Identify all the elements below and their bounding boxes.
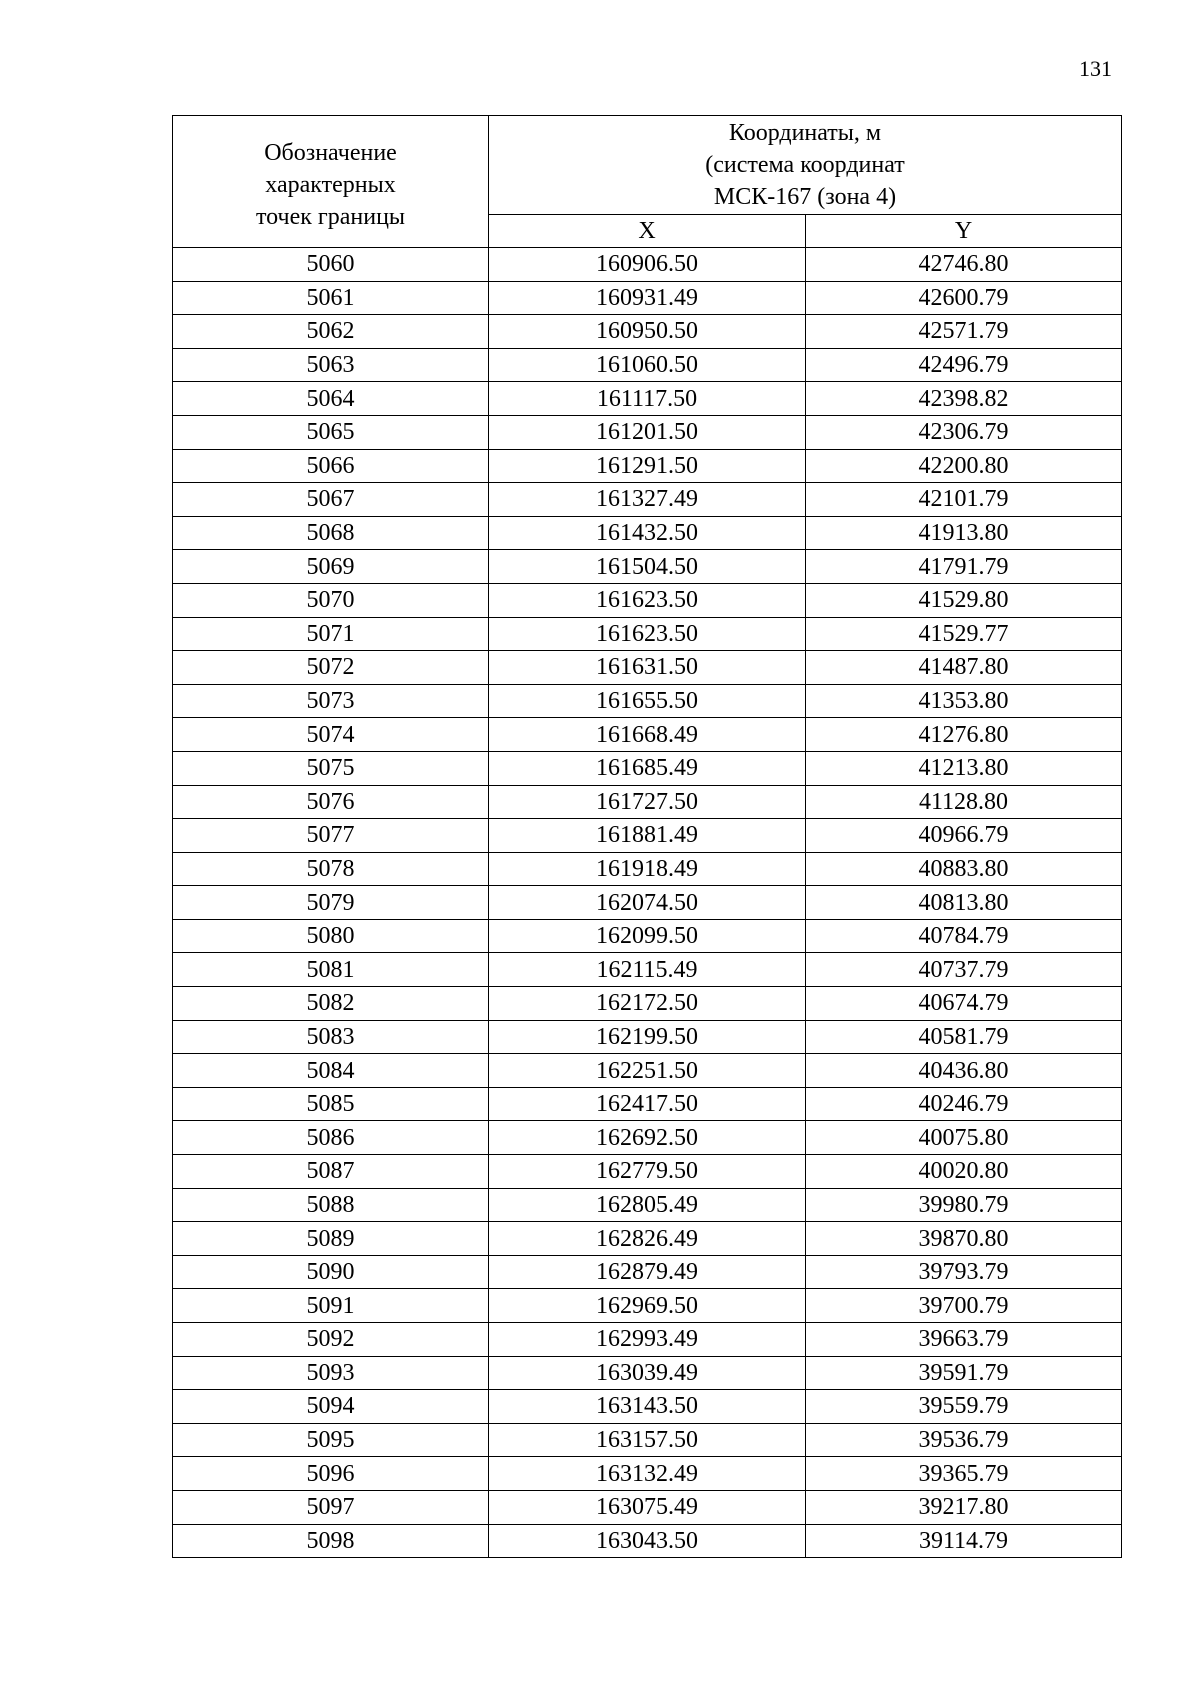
point-cell: 5087 [173, 1155, 489, 1189]
table-row [173, 751, 1122, 785]
table-row [173, 886, 1122, 920]
y-coordinate-cell: 39365.79 [806, 1457, 1122, 1491]
x-coordinate-cell: 162074.50 [489, 886, 806, 920]
designation-header [173, 116, 489, 248]
y-coordinate-cell: 40737.79 [806, 953, 1122, 987]
y-coordinate-cell: 40813.80 [806, 886, 1122, 920]
designation-header-line: Обозначение [264, 139, 397, 166]
y-coordinate-cell: 39591.79 [806, 1356, 1122, 1390]
y-coordinate-cell: 40436.80 [806, 1054, 1122, 1088]
y-coordinate-cell: 40581.79 [806, 1020, 1122, 1054]
table-row [173, 248, 1122, 282]
table-row [173, 987, 1122, 1021]
x-coordinate-cell: 161060.50 [489, 348, 806, 382]
x-coordinate-cell: 161327.49 [489, 483, 806, 517]
x-coordinate-cell: 162779.50 [489, 1155, 806, 1189]
coordinates-header-line: (система координат [705, 152, 905, 178]
x-coordinate-cell: 161918.49 [489, 852, 806, 886]
y-coordinate-cell: 41529.77 [806, 617, 1122, 651]
x-coordinate-cell: 163039.49 [489, 1356, 806, 1390]
table-row [173, 550, 1122, 584]
x-coordinate-cell: 163157.50 [489, 1423, 806, 1457]
point-cell: 5073 [173, 684, 489, 718]
y-coordinate-cell: 39700.79 [806, 1289, 1122, 1323]
point-cell: 5092 [173, 1323, 489, 1357]
table-row [173, 819, 1122, 853]
x-coordinate-cell: 163143.50 [489, 1390, 806, 1424]
x-coordinate-cell: 162172.50 [489, 987, 806, 1021]
point-cell: 5063 [173, 348, 489, 382]
point-cell: 5079 [173, 886, 489, 920]
x-coordinate-cell: 163132.49 [489, 1457, 806, 1491]
table-row [173, 1155, 1122, 1189]
x-coordinate-cell: 161881.49 [489, 819, 806, 853]
table-row [173, 1121, 1122, 1155]
table-row [173, 919, 1122, 953]
point-cell: 5068 [173, 516, 489, 550]
coordinates-header [489, 116, 1122, 215]
point-cell: 5070 [173, 583, 489, 617]
y-coordinate-cell: 41353.80 [806, 684, 1122, 718]
table-row [173, 1457, 1122, 1491]
x-coordinate-cell: 162826.49 [489, 1222, 806, 1256]
point-cell: 5093 [173, 1356, 489, 1390]
point-cell: 5064 [173, 382, 489, 416]
x-coordinate-cell: 161432.50 [489, 516, 806, 550]
y-coordinate-cell: 42571.79 [806, 315, 1122, 349]
point-cell: 5097 [173, 1490, 489, 1524]
x-coordinate-cell: 162692.50 [489, 1121, 806, 1155]
x-coordinate-cell: 162099.50 [489, 919, 806, 953]
y-coordinate-cell: 39559.79 [806, 1390, 1122, 1424]
x-coordinate-cell: 162115.49 [489, 953, 806, 987]
y-coordinate-cell: 40784.79 [806, 919, 1122, 953]
x-column-header: X [489, 215, 806, 248]
y-coordinate-cell: 42746.80 [806, 248, 1122, 282]
table-row [173, 281, 1122, 315]
x-coordinate-cell: 160906.50 [489, 248, 806, 282]
point-cell: 5086 [173, 1121, 489, 1155]
table-row [173, 1222, 1122, 1256]
x-coordinate-cell: 162993.49 [489, 1323, 806, 1357]
table-row [173, 583, 1122, 617]
table-row [173, 348, 1122, 382]
y-coordinate-cell: 41213.80 [806, 751, 1122, 785]
point-cell: 5088 [173, 1188, 489, 1222]
y-coordinate-cell: 39793.79 [806, 1255, 1122, 1289]
point-cell: 5077 [173, 819, 489, 853]
point-cell: 5075 [173, 751, 489, 785]
y-coordinate-cell: 41791.79 [806, 550, 1122, 584]
point-cell: 5089 [173, 1222, 489, 1256]
table-row [173, 315, 1122, 349]
designation-header-line: точек границы [255, 203, 406, 230]
point-cell: 5098 [173, 1524, 489, 1558]
point-cell: 5072 [173, 651, 489, 685]
point-cell: 5084 [173, 1054, 489, 1088]
x-coordinate-cell: 161655.50 [489, 684, 806, 718]
header-row [173, 116, 1122, 215]
point-cell: 5069 [173, 550, 489, 584]
point-cell: 5095 [173, 1423, 489, 1457]
table-row [173, 1020, 1122, 1054]
page-number: 131 [1079, 56, 1112, 81]
table-row [173, 852, 1122, 886]
y-coordinate-cell: 42200.80 [806, 449, 1122, 483]
x-coordinate-cell: 161631.50 [489, 651, 806, 685]
x-coordinate-cell: 160931.49 [489, 281, 806, 315]
x-coordinate-cell: 160950.50 [489, 315, 806, 349]
table-row [173, 1188, 1122, 1222]
table-row [173, 415, 1122, 449]
table-header [173, 116, 1122, 248]
table-row [173, 1054, 1122, 1088]
point-cell: 5060 [173, 248, 489, 282]
y-coordinate-cell: 41487.80 [806, 651, 1122, 685]
y-coordinate-cell: 39663.79 [806, 1323, 1122, 1357]
y-coordinate-cell: 42600.79 [806, 281, 1122, 315]
y-coordinate-cell: 39536.79 [806, 1423, 1122, 1457]
y-coordinate-cell: 41128.80 [806, 785, 1122, 819]
point-cell: 5080 [173, 919, 489, 953]
point-cell: 5090 [173, 1255, 489, 1289]
y-coordinate-cell: 42306.79 [806, 415, 1122, 449]
table-row [173, 718, 1122, 752]
point-cell: 5062 [173, 315, 489, 349]
table-row [173, 684, 1122, 718]
point-cell: 5071 [173, 617, 489, 651]
coordinates-header-line: Координаты, м [728, 120, 882, 146]
y-coordinate-cell: 40075.80 [806, 1121, 1122, 1155]
y-coordinate-cell: 40966.79 [806, 819, 1122, 853]
x-coordinate-cell: 161668.49 [489, 718, 806, 752]
x-coordinate-cell: 161623.50 [489, 617, 806, 651]
y-coordinate-cell: 42398.82 [806, 382, 1122, 416]
y-coordinate-cell: 40883.80 [806, 852, 1122, 886]
y-coordinate-cell: 42496.79 [806, 348, 1122, 382]
table-row [173, 1255, 1122, 1289]
table-row [173, 1524, 1122, 1558]
table-row [173, 1356, 1122, 1390]
x-coordinate-cell: 161201.50 [489, 415, 806, 449]
y-coordinate-cell: 40020.80 [806, 1155, 1122, 1189]
point-cell: 5074 [173, 718, 489, 752]
point-cell: 5083 [173, 1020, 489, 1054]
x-coordinate-cell: 161727.50 [489, 785, 806, 819]
y-coordinate-cell: 39870.80 [806, 1222, 1122, 1256]
point-cell: 5082 [173, 987, 489, 1021]
table-row [173, 483, 1122, 517]
table-row [173, 1423, 1122, 1457]
x-coordinate-cell: 163043.50 [489, 1524, 806, 1558]
y-coordinate-cell: 41913.80 [806, 516, 1122, 550]
table-row [173, 1087, 1122, 1121]
y-coordinate-cell: 42101.79 [806, 483, 1122, 517]
table-row [173, 953, 1122, 987]
y-coordinate-cell: 39980.79 [806, 1188, 1122, 1222]
point-cell: 5061 [173, 281, 489, 315]
point-cell: 5091 [173, 1289, 489, 1323]
point-cell: 5096 [173, 1457, 489, 1491]
table-row [173, 785, 1122, 819]
point-cell: 5081 [173, 953, 489, 987]
y-coordinate-cell: 39114.79 [806, 1524, 1122, 1558]
table-row [173, 617, 1122, 651]
x-coordinate-cell: 161685.49 [489, 751, 806, 785]
y-coordinate-cell: 39217.80 [806, 1490, 1122, 1524]
x-coordinate-cell: 161504.50 [489, 550, 806, 584]
x-coordinate-cell: 161623.50 [489, 583, 806, 617]
coordinates-table [172, 115, 1122, 1558]
table-row [173, 449, 1122, 483]
table-row [173, 651, 1122, 685]
point-cell: 5066 [173, 449, 489, 483]
y-coordinate-cell: 41276.80 [806, 718, 1122, 752]
table-row [173, 1490, 1122, 1524]
table-row [173, 382, 1122, 416]
x-coordinate-cell: 162417.50 [489, 1087, 806, 1121]
x-coordinate-cell: 162969.50 [489, 1289, 806, 1323]
x-coordinate-cell: 161117.50 [489, 382, 806, 416]
table-row [173, 1390, 1122, 1424]
table-body [173, 248, 1122, 1558]
point-cell: 5065 [173, 415, 489, 449]
point-cell: 5067 [173, 483, 489, 517]
x-coordinate-cell: 163075.49 [489, 1490, 806, 1524]
x-coordinate-cell: 162199.50 [489, 1020, 806, 1054]
table-row [173, 516, 1122, 550]
table-row [173, 1289, 1122, 1323]
y-coordinate-cell: 41529.80 [806, 583, 1122, 617]
y-column-header: Y [806, 215, 1122, 248]
x-coordinate-cell: 162879.49 [489, 1255, 806, 1289]
point-cell: 5078 [173, 852, 489, 886]
x-coordinate-cell: 162251.50 [489, 1054, 806, 1088]
x-coordinate-cell: 161291.50 [489, 449, 806, 483]
point-cell: 5085 [173, 1087, 489, 1121]
table-row [173, 1323, 1122, 1357]
coordinates-header-line: МСК-167 (зона 4) [713, 184, 897, 210]
point-cell: 5094 [173, 1390, 489, 1424]
designation-header-line: характерных [265, 171, 396, 198]
x-coordinate-cell: 162805.49 [489, 1188, 806, 1222]
point-cell: 5076 [173, 785, 489, 819]
y-coordinate-cell: 40674.79 [806, 987, 1122, 1021]
y-coordinate-cell: 40246.79 [806, 1087, 1122, 1121]
